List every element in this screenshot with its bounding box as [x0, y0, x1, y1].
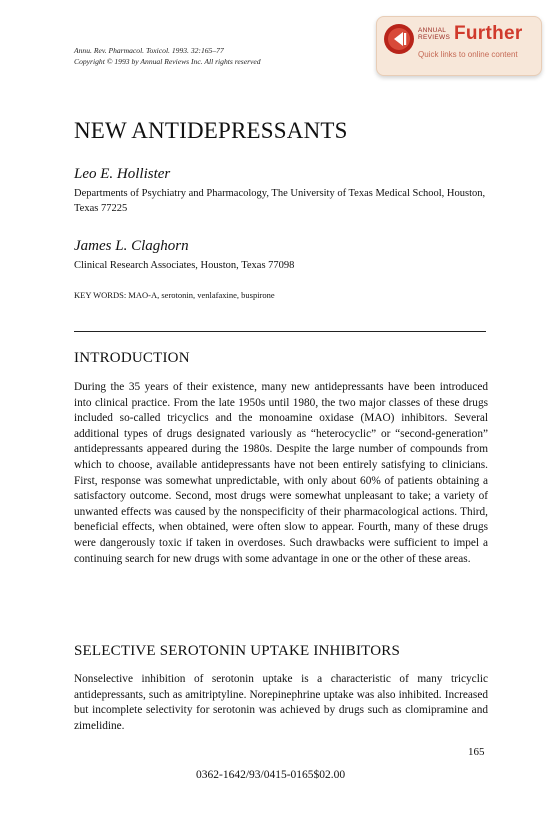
divider-rule — [74, 331, 486, 332]
section-heading-ssri: SELECTIVE SEROTONIN UPTAKE INHIBITORS — [74, 643, 401, 659]
article-title: NEW ANTIDEPRESSANTS — [74, 118, 348, 143]
citation — [74, 45, 261, 67]
citation-journal: Annu. Rev. Pharmacol. Toxicol. 1993. 32:165–77 — [74, 46, 224, 55]
ssri-paragraph: Nonselective inhibition of serotonin uptake is a characteristic of many tricyclic antidepressants, such as amitriptyline. Norepinephrine uptake was also inhibited. Increased but incomplete selectivity for serotonin was achieved by drugs such as clomipramine and zimelidine. — [74, 673, 488, 732]
further-label: Further — [454, 23, 523, 44]
page-number: 165 — [468, 746, 485, 758]
further-banner[interactable] — [376, 16, 542, 76]
annual-reviews-wordmark — [418, 27, 450, 41]
introduction-paragraph: During the 35 years of their existence, many new antidepressants have been introduced into clinical practice. From the late 1950s until 1980, the two major classes of these drugs included so-called tricyclics and the monoamine oxidase (MAO) inhibitors. Several additional types of drugs designated variously as “heterocyclic” or “second-generation” antidepressants appeared during the 1980s. Despite the large number of compounds from which to choose, available antidepressants have not been entirely satisfying to clinicians. First, response was somewhat unpredictable, with only about 60% of patients obtaining a satisfactory outcome. Second, most drugs were somewhat unpleasant to take; a variety of unwanted effects was caused by the nonspecificity of their pharmacological actions. Third, beneficial effects, when obtained, were often slow to appear. Fourth, many of these drugs were dangerously toxic if taken in overdoses. Such drawbacks were sufficient to impel a continuing search for new drugs with some advantage in one or the other of these areas. — [74, 381, 488, 565]
citation-copyright: Copyright © 1993 by Annual Reviews Inc. All rights reserved — [74, 57, 261, 66]
author-affiliation-1: Departments of Psychiatry and Pharmacology, The University of Texas Medical School, Houston, Texas 77225 — [74, 188, 486, 214]
article-code: 0362-1642/93/0415-0165$02.00 — [196, 769, 346, 781]
annual-reviews-logo-icon — [383, 23, 415, 55]
quick-links-text[interactable]: Quick links to online content — [418, 50, 518, 59]
keywords: KEY WORDS: MAO-A, serotonin, venlafaxine, buspirone — [74, 290, 275, 300]
reviews-label: REVIEWS — [418, 34, 451, 41]
author-affiliation-2: Clinical Research Associates, Houston, Texas 77098 — [74, 260, 295, 271]
author-name-1: Leo E. Hollister — [74, 166, 171, 182]
author-name-2: James L. Claghorn — [74, 238, 189, 254]
annual-label: ANNUAL — [418, 27, 447, 34]
section-heading-introduction: INTRODUCTION — [74, 350, 190, 366]
